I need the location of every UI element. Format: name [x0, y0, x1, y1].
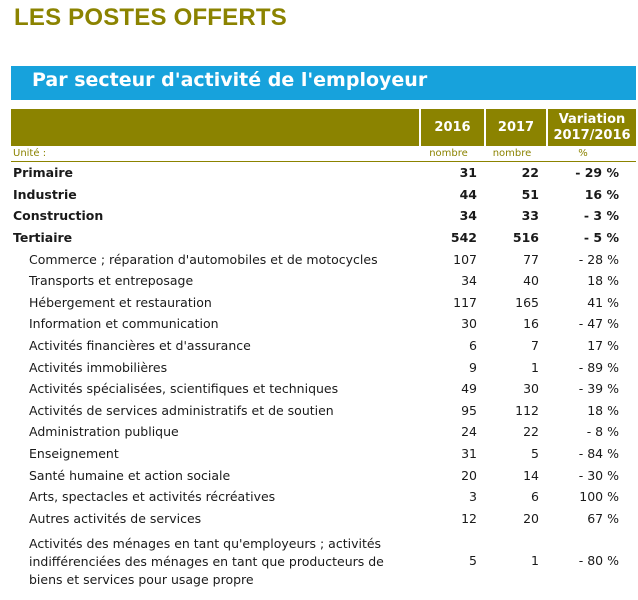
row-value-2017: 22 — [523, 424, 539, 440]
row-value-2017: 51 — [521, 186, 539, 202]
row-label: Primaire — [13, 165, 73, 181]
row-label: Information et communication — [29, 316, 219, 332]
row-label: Construction — [13, 208, 104, 224]
row-label: Autres activités de services — [29, 510, 202, 526]
row-value-2017: 516 — [512, 230, 539, 246]
row-variation: 18 % — [587, 273, 619, 289]
row-value-2017: 30 — [523, 381, 539, 397]
row-variation: - 47 % — [578, 316, 619, 332]
row-value-2016: 3 — [469, 489, 477, 505]
row-label: Activités immobilières — [29, 359, 168, 375]
header-variation-line2: 2017/2016 — [553, 127, 631, 143]
table-row — [11, 443, 636, 465]
row-value-2017: 165 — [515, 294, 539, 310]
units-label: Unité : — [11, 146, 420, 162]
row-value-2017: 77 — [523, 251, 539, 267]
table-row — [11, 248, 636, 270]
row-label: Arts, spectacles et activités récréatives — [29, 489, 276, 505]
table-row — [11, 356, 636, 378]
row-value-2016: 20 — [461, 467, 477, 483]
row-value-2016: 49 — [461, 381, 477, 397]
table-row — [11, 508, 636, 530]
row-value-2017: 112 — [515, 402, 539, 418]
row-value-2016: 117 — [453, 294, 477, 310]
row-label: Activités de services administratifs et de soutien — [29, 402, 334, 418]
table-row — [11, 529, 636, 591]
row-variation: 17 % — [587, 338, 619, 354]
row-value-2017: 20 — [523, 510, 539, 526]
header-2016: 2016 — [420, 109, 485, 146]
row-value-2016: 542 — [450, 230, 477, 246]
row-value-2016: 31 — [459, 165, 477, 181]
row-value-2017: 14 — [523, 467, 539, 483]
row-label: Industrie — [13, 186, 77, 202]
row-value-2017: 1 — [531, 359, 539, 375]
row-value-2017: 16 — [523, 316, 539, 332]
table-row — [11, 486, 636, 508]
table-row — [11, 227, 636, 249]
table-header-row — [11, 109, 636, 146]
row-variation: - 29 % — [575, 165, 619, 181]
table-row — [11, 378, 636, 400]
row-label: Hébergement et restauration — [29, 294, 212, 310]
table-row — [11, 313, 636, 335]
row-value-2016: 34 — [461, 273, 477, 289]
units-variation: % — [547, 146, 636, 162]
units-row — [11, 146, 636, 162]
section-title: Par secteur d'activité de l'employeur — [32, 69, 428, 91]
row-variation: - 30 % — [578, 467, 619, 483]
table-row — [11, 184, 636, 206]
row-value-2016: 12 — [461, 510, 477, 526]
row-label: Administration publique — [29, 424, 179, 440]
row-value-2017: 6 — [531, 489, 539, 505]
row-variation: - 3 % — [583, 208, 619, 224]
row-variation: - 80 % — [578, 552, 619, 568]
header-label-cell — [11, 109, 420, 146]
row-value-2016: 30 — [461, 316, 477, 332]
row-label: Activités spécialisées, scientifiques et techniques — [29, 381, 339, 397]
row-variation: - 8 % — [586, 424, 619, 440]
row-value-2017: 40 — [523, 273, 539, 289]
row-value-2017: 5 — [531, 446, 539, 462]
row-value-2016: 24 — [461, 424, 477, 440]
data-table — [11, 109, 636, 591]
units-2017: nombre — [485, 146, 547, 162]
row-value-2017: 1 — [531, 552, 539, 568]
row-value-2016: 95 — [461, 402, 477, 418]
row-variation: 100 % — [579, 489, 619, 505]
row-variation: - 28 % — [578, 251, 619, 267]
row-label: Enseignement — [29, 446, 119, 462]
units-2016: nombre — [420, 146, 485, 162]
row-label: Commerce ; réparation d'automobiles et de motocycles — [29, 251, 378, 267]
row-value-2016: 107 — [453, 251, 477, 267]
row-value-2017: 22 — [521, 165, 539, 181]
table-row — [11, 464, 636, 486]
table-row — [11, 421, 636, 443]
row-value-2016: 44 — [459, 186, 477, 202]
header-variation-line1: Variation — [558, 111, 626, 127]
data-table-container — [11, 109, 636, 591]
row-label: Santé humaine et action sociale — [29, 467, 231, 483]
row-value-2016: 6 — [469, 338, 477, 354]
row-value-2017: 7 — [531, 338, 539, 354]
table-row — [11, 162, 636, 184]
table-row — [11, 205, 636, 227]
table-row — [11, 270, 636, 292]
row-variation: 18 % — [587, 402, 619, 418]
row-label: Tertiaire — [13, 230, 73, 246]
row-label: Activités financières et d'assurance — [29, 338, 251, 354]
row-variation: 67 % — [587, 510, 619, 526]
row-value-2016: 5 — [469, 552, 477, 568]
section-banner — [11, 66, 636, 100]
row-variation: 16 % — [584, 186, 619, 202]
row-variation: - 39 % — [578, 381, 619, 397]
page-title: LES POSTES OFFERTS — [14, 4, 287, 31]
row-variation: - 5 % — [583, 230, 619, 246]
row-label: Activités des ménages en tant qu'employeurs ; activités indifférenciées des ménages en tant que producteurs de biens et services pour usage propre — [29, 536, 384, 588]
row-value-2016: 31 — [461, 446, 477, 462]
table-row — [11, 292, 636, 314]
header-2017: 2017 — [485, 109, 547, 146]
header-variation — [547, 109, 636, 146]
row-label: Transports et entreposage — [29, 273, 194, 289]
row-value-2016: 9 — [469, 359, 477, 375]
row-variation: - 89 % — [578, 359, 619, 375]
table-row — [11, 335, 636, 357]
table-row — [11, 400, 636, 422]
row-value-2016: 34 — [459, 208, 477, 224]
row-variation: - 84 % — [578, 446, 619, 462]
row-value-2017: 33 — [521, 208, 539, 224]
row-variation: 41 % — [587, 294, 619, 310]
